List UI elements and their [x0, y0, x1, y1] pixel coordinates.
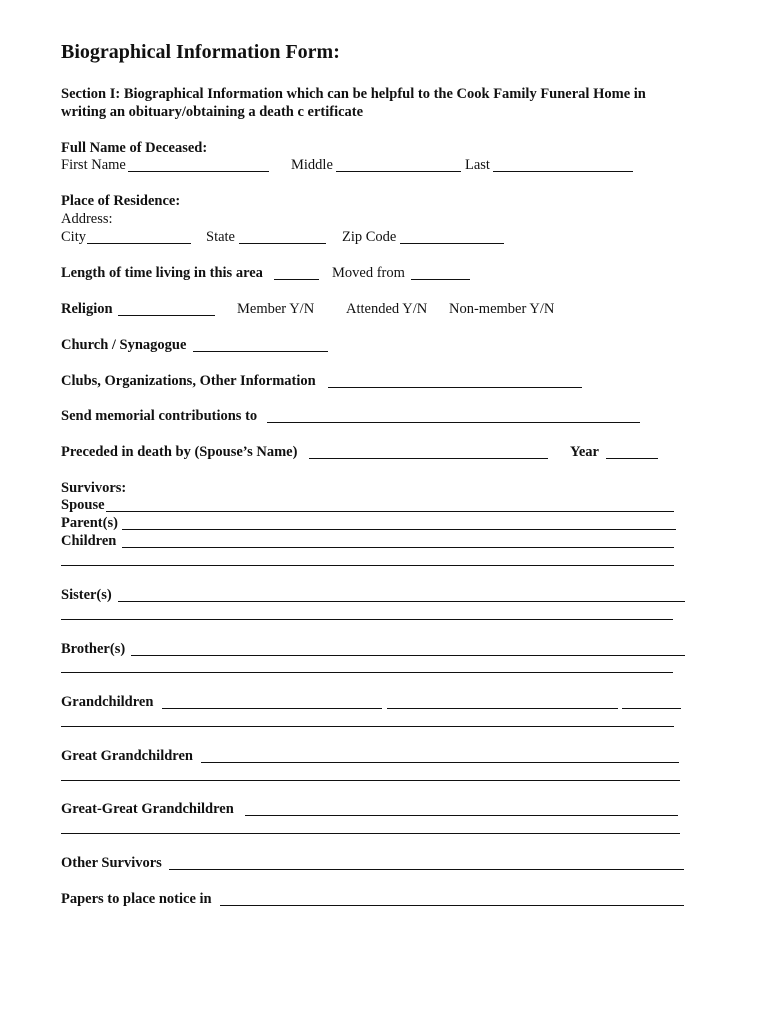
- attended-option[interactable]: Attended Y/N: [346, 301, 428, 317]
- zip-field[interactable]: [400, 243, 504, 244]
- grandchildren-label: Grandchildren: [61, 694, 154, 710]
- section-intro-line-2: writing an obituary/obtaining a death c ertificate: [61, 104, 364, 120]
- brothers-field-2[interactable]: [61, 672, 673, 673]
- full-name-heading: Full Name of Deceased:: [61, 140, 208, 156]
- great-grandchildren-field-2[interactable]: [61, 780, 680, 781]
- year-field[interactable]: [606, 458, 658, 459]
- last-name-field[interactable]: [493, 171, 633, 172]
- church-field[interactable]: [193, 351, 328, 352]
- address-label: Address:: [61, 211, 113, 227]
- moved-from-label: Moved from: [332, 265, 405, 281]
- parents-label: Parent(s): [61, 515, 118, 531]
- spouse-label: Spouse: [61, 497, 105, 513]
- great-grandchildren-label: Great Grandchildren: [61, 748, 193, 764]
- first-name-label: First Name: [61, 157, 126, 173]
- length-of-time-field[interactable]: [274, 279, 319, 280]
- children-field[interactable]: [122, 547, 674, 548]
- sisters-label: Sister(s): [61, 587, 112, 603]
- parents-field[interactable]: [122, 529, 676, 530]
- other-survivors-label: Other Survivors: [61, 855, 162, 871]
- preceded-label: Preceded in death by (Spouse’s Name): [61, 444, 298, 460]
- year-label: Year: [570, 444, 599, 460]
- papers-field[interactable]: [220, 905, 684, 906]
- non-member-option[interactable]: Non-member Y/N: [449, 301, 555, 317]
- first-name-field[interactable]: [128, 171, 269, 172]
- papers-label: Papers to place notice in: [61, 891, 212, 907]
- preceded-field[interactable]: [309, 458, 548, 459]
- moved-from-field[interactable]: [411, 279, 470, 280]
- sisters-field-2[interactable]: [61, 619, 673, 620]
- state-label: State: [206, 229, 235, 245]
- memorial-field[interactable]: [267, 422, 640, 423]
- religion-label: Religion: [61, 301, 113, 317]
- brothers-label: Brother(s): [61, 641, 126, 657]
- member-option[interactable]: Member Y/N: [237, 301, 315, 317]
- city-field[interactable]: [87, 243, 191, 244]
- zip-label: Zip Code: [342, 229, 397, 245]
- clubs-field[interactable]: [328, 387, 582, 388]
- children-field-2[interactable]: [61, 565, 674, 566]
- state-field[interactable]: [239, 243, 326, 244]
- great-great-grandchildren-label: Great-Great Grandchildren: [61, 801, 234, 817]
- grandchildren-field-2[interactable]: [387, 708, 618, 709]
- survivors-heading: Survivors:: [61, 480, 127, 496]
- last-name-label: Last: [465, 157, 490, 173]
- children-label: Children: [61, 533, 117, 549]
- great-grandchildren-field[interactable]: [201, 762, 679, 763]
- residence-heading: Place of Residence:: [61, 193, 181, 209]
- brothers-field[interactable]: [131, 655, 685, 656]
- sisters-field[interactable]: [118, 601, 685, 602]
- city-label: City: [61, 229, 86, 245]
- middle-name-field[interactable]: [336, 171, 461, 172]
- grandchildren-field-3[interactable]: [622, 708, 681, 709]
- length-of-time-label: Length of time living in this area: [61, 265, 263, 281]
- clubs-label: Clubs, Organizations, Other Information: [61, 373, 316, 389]
- section-intro-line-1: Section I: Biographical Information which can be helpful to the Cook Family Funeral Home in: [61, 86, 646, 102]
- grandchildren-field-4[interactable]: [61, 726, 674, 727]
- religion-field[interactable]: [118, 315, 215, 316]
- great-great-grandchildren-field[interactable]: [245, 815, 678, 816]
- page-title: Biographical Information Form:: [61, 41, 340, 63]
- spouse-field[interactable]: [106, 511, 674, 512]
- other-survivors-field[interactable]: [169, 869, 684, 870]
- church-label: Church / Synagogue: [61, 337, 187, 353]
- middle-name-label: Middle: [291, 157, 333, 173]
- great-great-grandchildren-field-2[interactable]: [61, 833, 680, 834]
- grandchildren-field-1[interactable]: [162, 708, 382, 709]
- memorial-label: Send memorial contributions to: [61, 408, 258, 424]
